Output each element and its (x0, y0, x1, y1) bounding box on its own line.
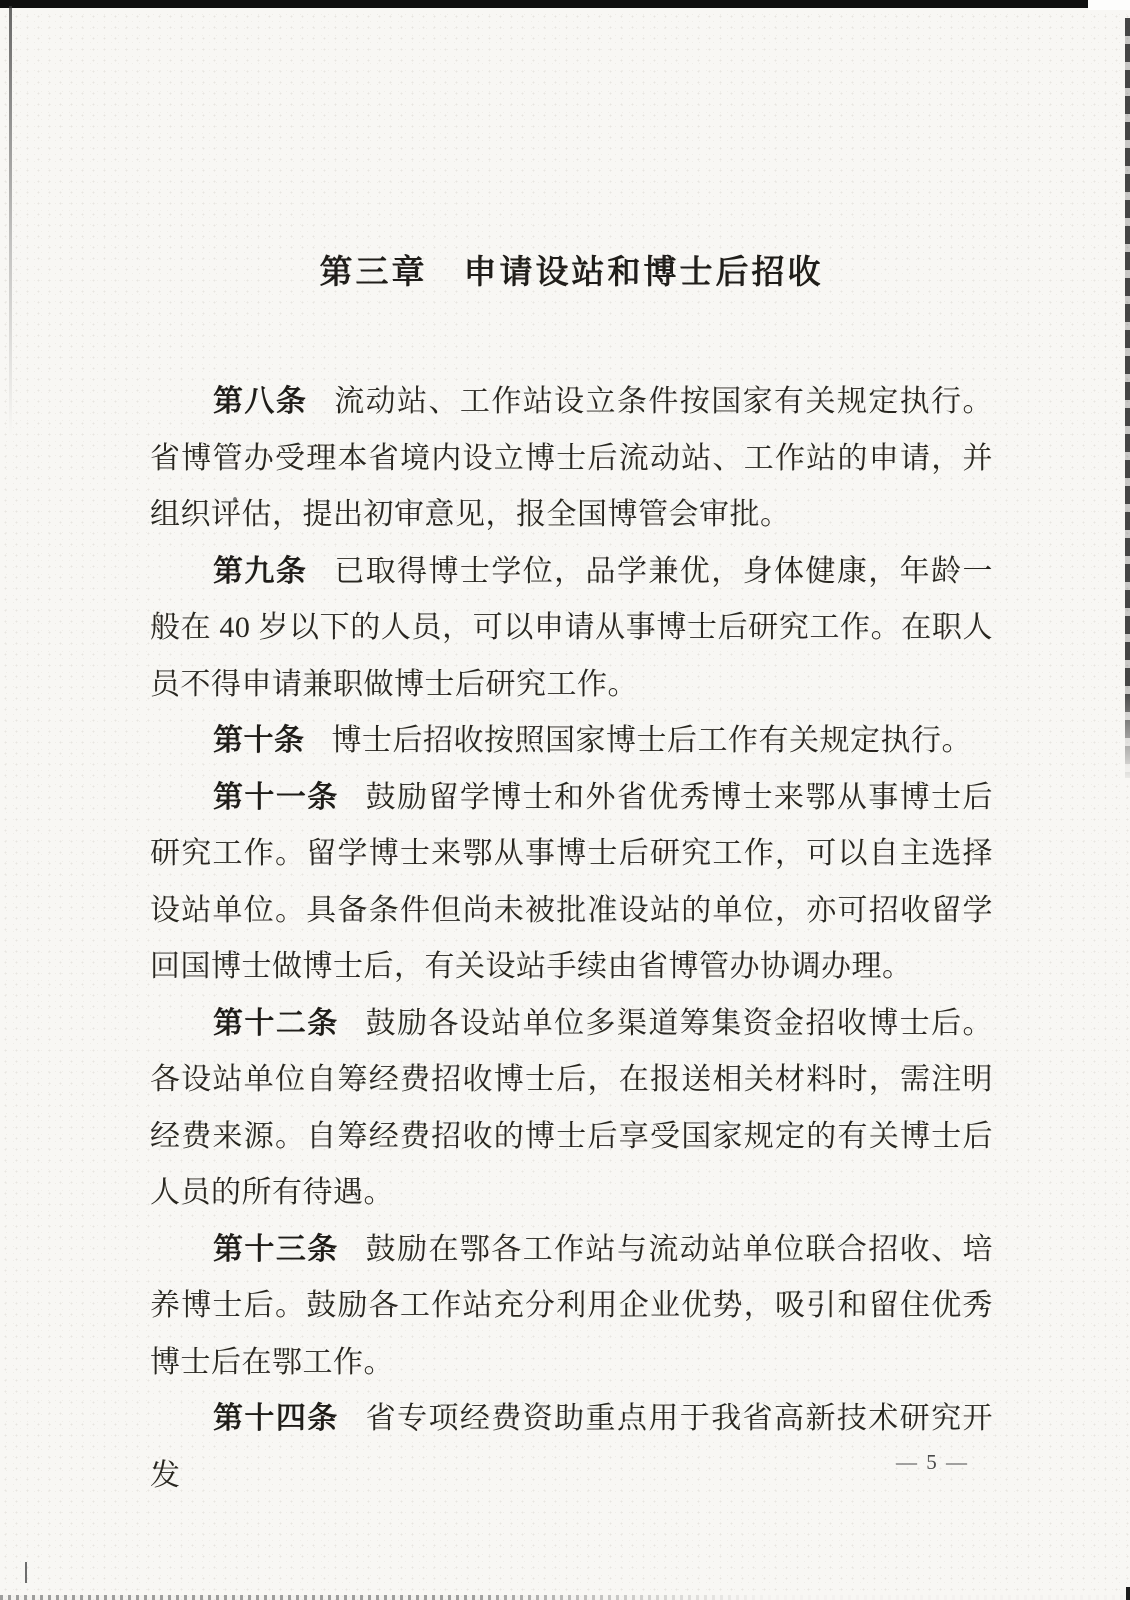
article-13-number: 第十三条 (213, 1232, 339, 1266)
article-11-number: 第十一条 (213, 780, 339, 814)
article-9 (150, 544, 993, 714)
article-12 (150, 996, 993, 1222)
article-10-text: 博士后招收按照国家博士后工作有关规定执行。 (331, 724, 972, 757)
article-14 (150, 1391, 993, 1504)
scan-artifact-bottom-left-tick (25, 1562, 27, 1583)
article-9-text: 已取得博士学位，品学兼优，身体健康，年龄一般在 40 岁以下的人员，可以申请从事博士后研究工作。在职人员不得申请兼职做博士后研究工作。 (150, 554, 994, 701)
scan-artifact-top-right-corner (1088, 0, 1130, 10)
article-10-number: 第十条 (213, 724, 305, 757)
scan-artifact-bottom-edge-fade (470, 1594, 1130, 1600)
article-8 (150, 374, 993, 544)
page-number: — 5 — (896, 1450, 969, 1474)
document-content (150, 252, 993, 1504)
article-13 (150, 1222, 993, 1392)
article-9-number: 第九条 (213, 554, 308, 588)
scan-artifact-right-edge (1125, 18, 1130, 778)
article-11 (150, 770, 993, 996)
article-8-number: 第八条 (213, 385, 308, 418)
scan-artifact-right-edge-fade (1122, 690, 1130, 785)
article-14-text: 省专项经费资助重点用于我省高新技术研究开发 (150, 1402, 994, 1492)
article-11-text: 鼓励留学博士和外省优秀博士来鄂从事博士后研究工作。留学博士来鄂从事博士后研究工作，可以自主选择设站单位。具备条件但尚未被批准设站的单位，亦可招收留学回国博士做博士后，有关设站手续由省博管办协调办理。 (150, 780, 994, 983)
scan-artifact-bottom-right-mark (1126, 1587, 1130, 1600)
article-13-text: 鼓励在鄂各工作站与流动站单位联合招收、培养博士后。鼓励各工作站充分利用企业优势，吸引和留住优秀博士后在鄂工作。 (150, 1232, 994, 1379)
chapter-title: 第三章 申请设站和博士后招收 (319, 253, 824, 290)
article-10 (150, 713, 993, 770)
scan-artifact-left-edge (9, 6, 12, 436)
article-8-text: 流动站、工作站设立条件按国家有关规定执行。省博管办受理本省境内设立博士后流动站、工作站的申请，并组织评估，提出初审意见，报全国博管会审批。 (150, 385, 994, 531)
article-12-text: 鼓励各设站单位多渠道筹集资金招收博士后。各设站单位自筹经费招收博士后，在报送相关材料时，需注明经费来源。自筹经费招收的博士后享受国家规定的有关博士后人员的所有待遇。 (150, 1006, 994, 1209)
scan-artifact-top-edge (0, 0, 1088, 8)
article-14-number: 第十四条 (213, 1402, 339, 1435)
article-12-number: 第十二条 (213, 1006, 339, 1040)
